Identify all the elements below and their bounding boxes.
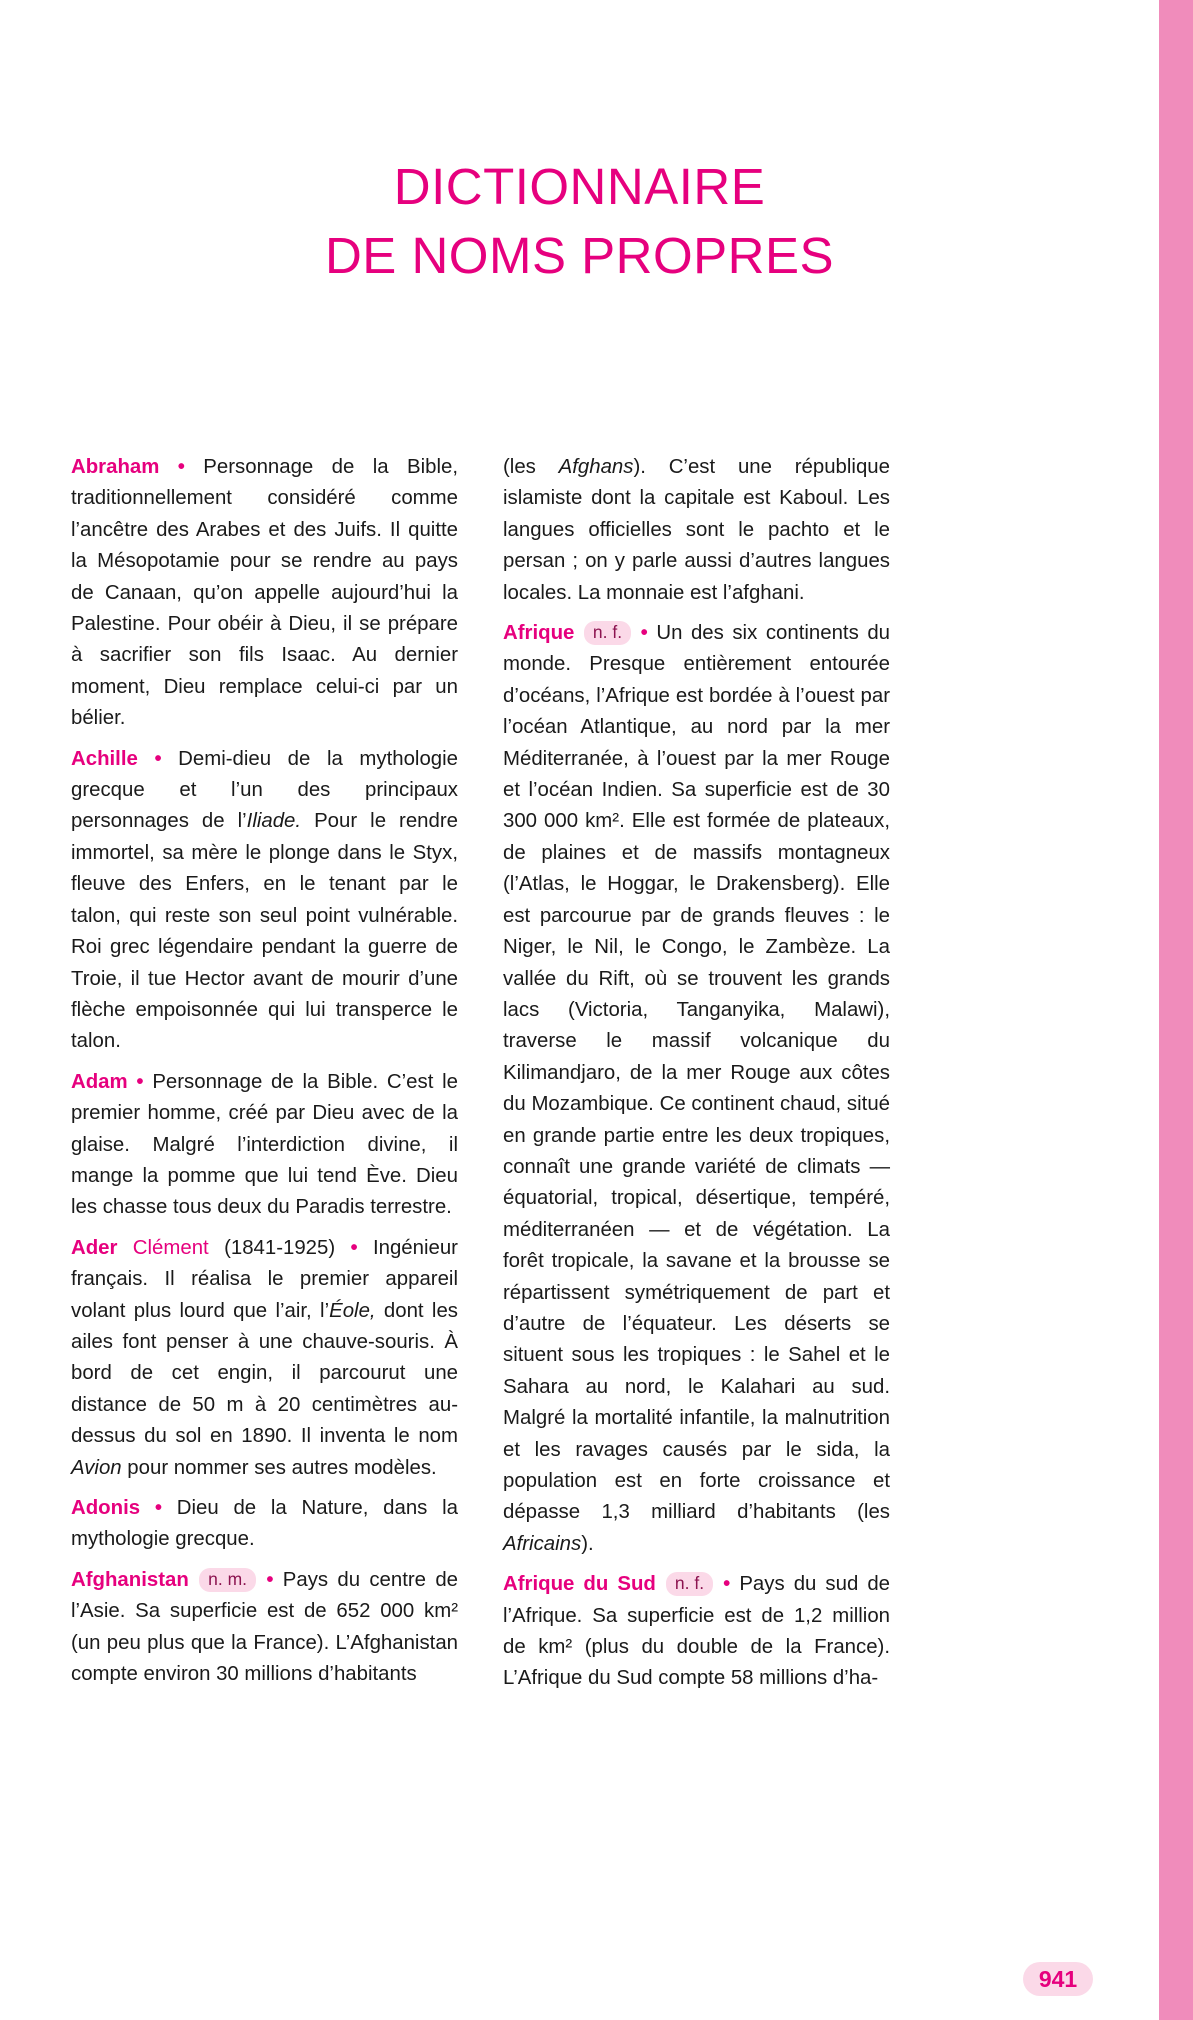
dictionary-entry (71, 1565, 458, 1691)
dictionary-entry (71, 1493, 458, 1556)
entry-text: Pays du centre de l’Asie. Sa superficie est de 652 000 km² (un peu plus que la France). L’Afghanistan compte environ 30 millions d’habitants (71, 1568, 458, 1686)
entry-text: ). C’est une république islamiste dont la capitale est Kaboul. Les langues officielles sont le pachto et le persan ; on y parle aussi d’autres langues locales. La monnaie est l’afghani. (503, 456, 890, 604)
page-title-line-2: DE NOMS PROPRES (324, 227, 835, 284)
column-left (71, 452, 458, 1952)
page-title-line-1: DICTIONNAIRE (393, 158, 766, 215)
page-edge-tab (1159, 0, 1193, 2020)
dictionary-entry (71, 1233, 458, 1484)
entry-columns (71, 452, 1091, 1952)
entry-text-italic: Iliade. (246, 810, 302, 833)
entry-bullet-icon: • (154, 747, 162, 770)
dictionary-entry (71, 744, 458, 1058)
entry-headword: Afghanistan (71, 1568, 189, 1591)
entry-text: Un des six continents du monde. Presque entièrement entourée d’océans, l’Afrique est bordée à l’ouest par l’océan Atlantique, au nord par la mer Méditerranée, à l’ouest par la mer Rouge et l’océan Indien. Sa superficie est de 30 300 000 km². Elle est formée de plateaux, de plaines et de massifs montagneux (l’Atlas, le Hoggar, le Drakensberg). Elle est parcourue par de grands fleuves : le Niger, le Nil, le Congo, le Zambèze. La vallée du Rift, où se trouvent les grands lacs (Victoria, Tanganyika, Malawi), traverse le massif volcanique du Kilimandjaro, de la mer Rouge aux côtes du Mozambique. Ce continent chaud, situé en grande partie entre les deux tropiques, connaît une grande variété de climats — équatorial, tropical, désertique, tempéré, méditerranéen — et de végétation. La forêt tropicale, la savane et la brousse se répartissent symétriquement de part et d’autre de l’équateur. Les déserts se situent sous les tropiques : le Sahel et le Sahara au nord, le Kalahari au sud. Malgré la mortalité infantile, la malnutrition et les ravages causés par le sida, la population est en forte croissance et dépasse 1,3 milliard d’habitants (les (503, 622, 890, 1524)
entry-text: Pour le rendre immortel, sa mère le plonge dans le Styx, fleuve des Enfers, en le tenant par le talon, qui reste son seul point vulnérable. Roi grec légendaire pendant la guerre de Troie, il tue Hector avant de mourir d’une flèche empoisonnée qui lui transperce le talon. (71, 810, 458, 1053)
entry-headword: Adam (71, 1070, 128, 1093)
entry-grammatical-label: n. f. (666, 1572, 713, 1596)
page-title (0, 152, 1159, 290)
entry-dates: (1841-1925) (224, 1236, 336, 1259)
entry-bullet-icon: • (177, 456, 185, 478)
entry-text: Personnage de la Bible. C’est le premier homme, créé par Dieu avec de la glaise. Malgré l’interdiction divine, il mange la pomme que lui tend Ève. Dieu les chasse tous deux du Paradis terrestre. (71, 1070, 458, 1219)
dictionary-entry (503, 452, 890, 609)
dictionary-entry (503, 618, 890, 1560)
entry-headword: Ader (71, 1236, 118, 1259)
entry-headword: Afrique du Sud (503, 1573, 656, 1596)
entry-text-italic: Éole, (329, 1299, 376, 1322)
entry-text: Dieu de la Nature, dans la mythologie grecque. (71, 1497, 458, 1551)
entry-text-italic: Avion (71, 1456, 122, 1479)
entry-grammatical-label: n. f. (584, 621, 631, 645)
dictionary-entry (503, 1569, 890, 1695)
entry-bullet-icon: • (136, 1070, 144, 1093)
entry-bullet-icon: • (640, 622, 648, 645)
entry-text: Ingénieur français. Il réalisa le premier appareil volant plus lourd que l’air, l’ (71, 1236, 458, 1322)
entry-text: Personnage de la Bible, traditionnellement considéré comme l’ancêtre des Arabes et des Juifs. Il quitte la Mésopotamie pour se rendre au pays de Canaan, qu’on appelle aujourd’hui la Palestine. Pour obéir à Dieu, il se prépare à sacrifier son fils Isaac. Au dernier moment, Dieu remplace celui-ci par un bélier. (71, 456, 458, 730)
entry-text: Pays du sud de l’Afrique. Sa superficie est de 1,2 million de km² (plus du double de la France). L’Afrique du Sud compte 58 millions d’ha- (503, 1573, 891, 1690)
entry-bullet-icon: • (723, 1573, 731, 1596)
entry-text: dont les ailes font penser à une chauve-souris. À bord de cet engin, il parcourut une distance de 50 m à 20 centimètres au-dessus du sol en 1890. Il inventa le nom (71, 1299, 458, 1448)
entry-headword-secondary: Clément (132, 1236, 209, 1259)
entry-bullet-icon: • (154, 1497, 163, 1519)
entry-headword: Abraham (71, 456, 160, 478)
column-right (503, 452, 890, 1952)
entry-text: (les (503, 456, 559, 478)
entry-headword: Adonis (71, 1497, 141, 1519)
entry-headword: Achille (71, 747, 138, 770)
entry-text: ). (581, 1532, 594, 1555)
dictionary-entry (71, 452, 458, 735)
dictionary-entry (71, 1067, 458, 1224)
entry-bullet-icon: • (350, 1236, 358, 1259)
entry-text: pour nommer ses autres modèles. (121, 1456, 437, 1479)
page-number: 941 (1023, 1962, 1093, 1996)
entry-text-italic: Afghans (558, 456, 634, 478)
page-number-container (1015, 1962, 1101, 1996)
entry-text: Demi-dieu de la mythologie grecque et l’un des principaux personnages de l’ (71, 747, 458, 833)
entry-grammatical-label: n. m. (199, 1568, 256, 1592)
entry-headword: Afrique (503, 622, 575, 645)
entry-bullet-icon: • (266, 1568, 274, 1591)
entry-text-italic: Africains (503, 1532, 582, 1555)
